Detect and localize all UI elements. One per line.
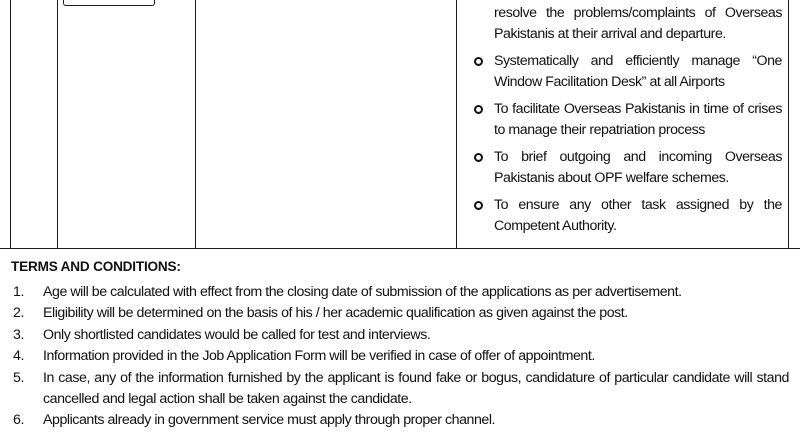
term-number: 3. (13, 326, 24, 343)
bullet-icon (474, 201, 483, 210)
duty-text: To ensure any other task assigned by the Competent Authority. (494, 197, 782, 234)
duty-item (468, 51, 782, 93)
term-item (13, 303, 789, 324)
table-border-right (788, 0, 789, 249)
terms-heading: TERMS AND CONDITIONS: (11, 259, 181, 274)
duty-item-continued: resolve the problems/complaints of Overseas Pakistanis at their arrival and departure. (494, 5, 782, 42)
term-item (13, 410, 789, 431)
term-text: Eligibility will be determined on the basis of his / her academic qualification as given against the post. (43, 305, 628, 322)
bullet-icon (474, 57, 483, 66)
table-column-divider (195, 0, 196, 249)
duty-text: To facilitate Overseas Pakistanis in time of crises to manage their repatriation process (494, 101, 782, 138)
duties-list (468, 3, 782, 237)
term-text: Information provided in the Job Application Form will be verified in case of offer of appointment. (43, 348, 595, 365)
table-column-divider (456, 0, 457, 249)
term-number: 6. (13, 412, 24, 429)
duty-item (468, 147, 782, 189)
term-text: In case, any of the information furnished by the applicant is found fake or bogus, candidature of particular candidate will stand cancelled and legal action shall be taken against the candidate. (43, 369, 789, 408)
term-number: 4. (13, 348, 24, 365)
table-bottom-border (0, 248, 800, 249)
term-item (13, 368, 789, 411)
table-column-divider (57, 0, 58, 249)
table-border-left (10, 0, 11, 249)
terms-list (13, 282, 789, 432)
term-text: Only shortlisted candidates would be called for test and interviews. (43, 326, 431, 343)
term-number: 1. (13, 284, 24, 300)
duty-item (468, 99, 782, 141)
term-item (13, 282, 789, 303)
bullet-icon (474, 153, 483, 162)
term-item (13, 346, 789, 367)
term-number: 2. (13, 305, 24, 322)
bullet-icon (474, 105, 483, 114)
duty-text: To brief outgoing and incoming Overseas Pakistanis about OPF welfare schemes. (494, 149, 782, 186)
term-item (13, 325, 789, 346)
duty-text: Systematically and efficiently manage “One Window Facilitation Desk” at all Airports (494, 53, 782, 90)
term-number: 5. (13, 369, 24, 386)
cropped-cell-box (63, 0, 155, 6)
term-text: Age will be calculated with effect from the closing date of submission of the applications as per advertisement. (43, 284, 682, 300)
duty-item (468, 195, 782, 237)
term-text: Applicants already in government service must apply through proper channel. (43, 412, 496, 429)
